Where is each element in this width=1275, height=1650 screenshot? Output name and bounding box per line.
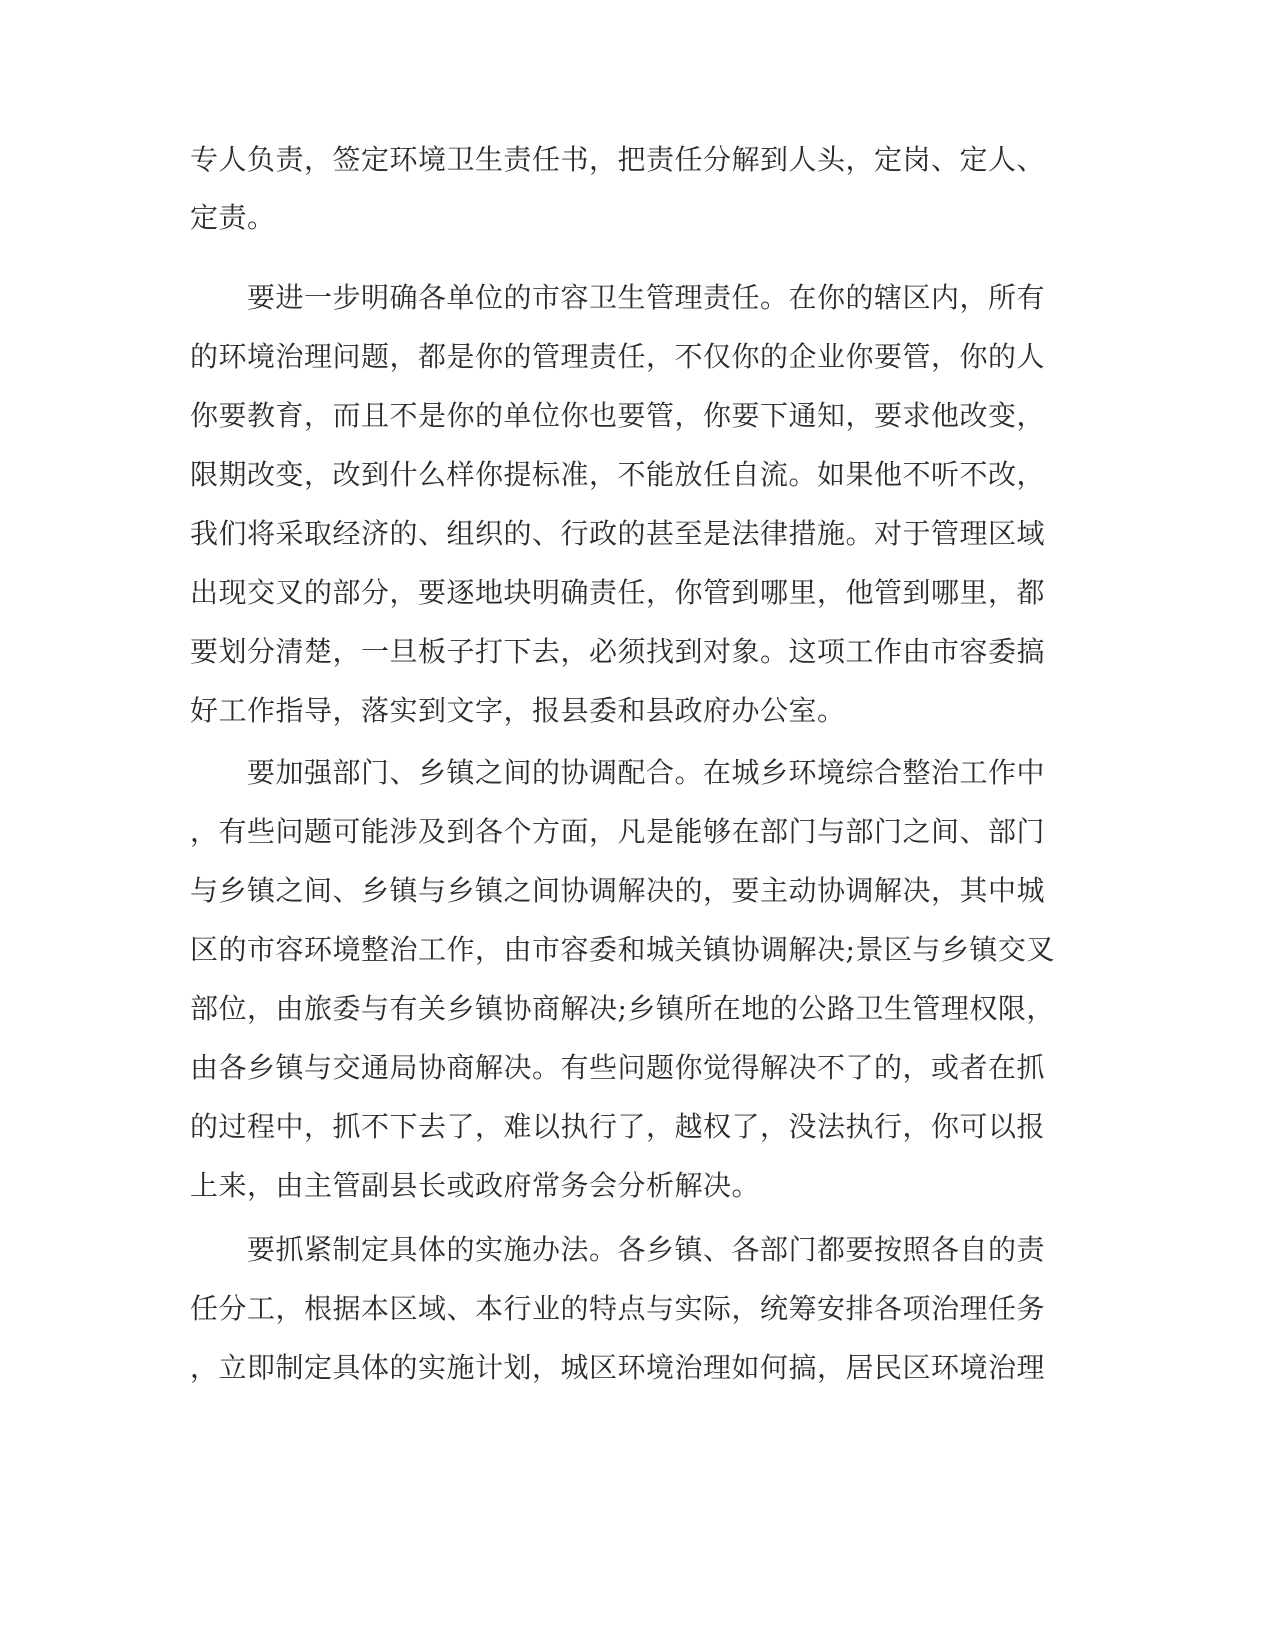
text-line: 的环境治理问题，都是你的管理责任，不仅你的企业你要管，你的人 xyxy=(190,340,1046,373)
text-line: 要加强部门、乡镇之间的协调配合。在城乡环境综合整治工作中 xyxy=(190,756,1046,789)
text-line: 由各乡镇与交通局协商解决。有些问题你觉得解决不了的，或者在抓 xyxy=(190,1051,1046,1084)
text-line: 你要教育，而且不是你的单位你也要管，你要下通知，要求他改变， xyxy=(190,399,1046,432)
text-line: ，立即制定具体的实施计划，城区环境治理如何搞，居民区环境治理 xyxy=(190,1351,1046,1384)
text-line: 我们将采取经济的、组织的、行政的甚至是法律措施。对于管理区域 xyxy=(190,517,1046,550)
text-line: ，有些问题可能涉及到各个方面，凡是能够在部门与部门之间、部门 xyxy=(190,815,1046,848)
text-line: 出现交叉的部分，要逐地块明确责任，你管到哪里，他管到哪里，都 xyxy=(190,576,1046,609)
text-line: 好工作指导，落实到文字，报县委和县政府办公室。 xyxy=(190,694,846,727)
text-line: 要进一步明确各单位的市容卫生管理责任。在你的辖区内，所有 xyxy=(190,281,1046,314)
text-line: 要划分清楚，一旦板子打下去，必须找到对象。这项工作由市容委搞 xyxy=(190,635,1046,668)
text-line: 定责。 xyxy=(190,201,276,234)
text-line: 的过程中，抓不下去了，难以执行了，越权了，没法执行，你可以报 xyxy=(190,1110,1046,1143)
text-line: 上来，由主管副县长或政府常务会分析解决。 xyxy=(190,1169,761,1202)
text-line: 区的市容环境整治工作，由市容委和城关镇协调解决;景区与乡镇交叉 xyxy=(190,933,1055,966)
text-line: 限期改变，改到什么样你提标准，不能放任自流。如果他不听不改， xyxy=(190,458,1046,491)
text-line: 任分工，根据本区域、本行业的特点与实际，统筹安排各项治理任务 xyxy=(190,1292,1046,1325)
text-line: 要抓紧制定具体的实施办法。各乡镇、各部门都要按照各自的责 xyxy=(190,1233,1046,1266)
text-line: 与乡镇之间、乡镇与乡镇之间协调解决的，要主动协调解决，其中城 xyxy=(190,874,1046,907)
text-line: 专人负责，签定环境卫生责任书，把责任分解到人头，定岗、定人、 xyxy=(190,143,1046,176)
text-line: 部位，由旅委与有关乡镇协商解决;乡镇所在地的公路卫生管理权限， xyxy=(190,992,1055,1025)
